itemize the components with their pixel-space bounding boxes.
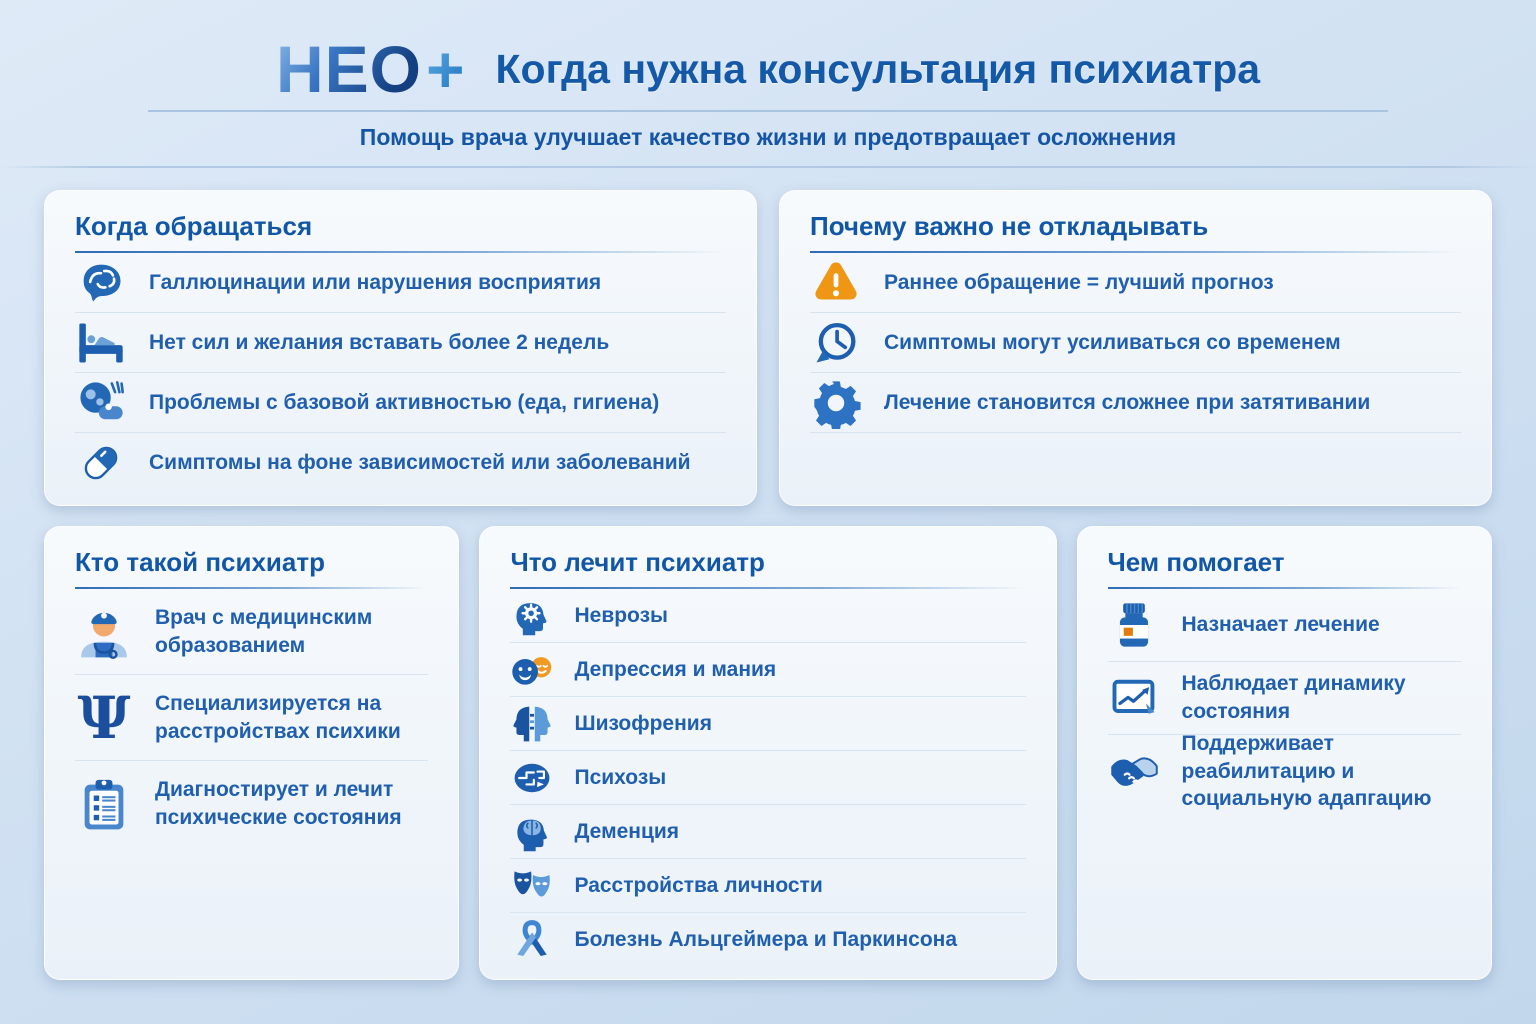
item-label: Болезнь Альцгеймера и Паркинсона [574, 928, 958, 952]
list-item [810, 313, 1461, 373]
card-how-helps [1077, 526, 1492, 980]
list-item [1108, 662, 1461, 735]
top-row [44, 190, 1492, 506]
handshake-icon [1108, 746, 1160, 798]
content [0, 168, 1536, 980]
list-item [510, 859, 1025, 913]
doctor-icon [75, 603, 133, 661]
split-head-icon [510, 702, 554, 746]
item-label: Диагностирует и лечит психические состояния [155, 778, 402, 829]
plus-icon: + [425, 32, 466, 106]
page-title: Когда нужна консультация психиатра [495, 45, 1261, 92]
item-label: Нет сил и желания вставать более 2 недель [149, 330, 610, 354]
dementia-head-icon [510, 810, 554, 854]
item-label: Лечение становится сложнее при затятивании [884, 390, 1371, 414]
list-item [510, 643, 1025, 697]
neo-plus-logo [275, 32, 466, 106]
item-label: Специализируется на расстройствах психики [155, 691, 401, 743]
card-title: Почему важно не откладывать [810, 211, 1209, 241]
list-item [75, 433, 726, 493]
list-item [510, 913, 1025, 967]
item-label: Поддерживает реабилитацию и социальную адапгацию [1181, 731, 1432, 811]
item-label: Раннее обращение = лучший прогноз [884, 270, 1274, 294]
bed-icon [75, 317, 127, 369]
item-label: Наблюдает динамику состояния [1181, 672, 1406, 723]
card-who-is-psychiatrist [44, 526, 459, 980]
list-item [510, 751, 1025, 805]
card-title: Чем помогает [1107, 547, 1285, 577]
subtitle: Помощь врача улучшает качество жизни и предотвращает осложнения [359, 124, 1177, 150]
psi-icon: Ψ [77, 683, 131, 752]
medicine-bottle-icon [1108, 599, 1160, 651]
chart-icon [1108, 672, 1160, 724]
item-label: Шизофрения [574, 711, 712, 735]
logo-text: НЕО [275, 32, 422, 106]
list-item [75, 675, 428, 761]
subtitle-band [148, 110, 1388, 151]
item-label: Неврозы [574, 603, 668, 627]
ribbon-icon [510, 918, 554, 962]
list-item [810, 253, 1461, 313]
card-title: Когда обращаться [75, 211, 313, 241]
list-item [510, 589, 1025, 643]
bottom-row [44, 526, 1492, 980]
list-item [75, 589, 428, 675]
card-title: Что лечит психиатр [510, 547, 765, 577]
card-title: Кто такой психиатр [75, 547, 325, 577]
list-item [510, 805, 1025, 859]
gear-icon [810, 377, 862, 429]
card-why-not-delay [779, 190, 1492, 506]
food-icon [75, 377, 127, 429]
list-item [75, 761, 428, 847]
item-label: Психозы [574, 765, 667, 789]
list-item [75, 313, 726, 373]
card-what-treats [479, 526, 1056, 980]
clipboard-icon [75, 775, 133, 833]
item-label: Галлюцинации или нарушения восприятия [149, 270, 602, 294]
masks-icon [510, 864, 554, 908]
item-label: Врач с медицинским образованием [155, 605, 373, 657]
item-label: Назначает лечение [1181, 613, 1380, 637]
item-label: Расстройства личности [574, 873, 823, 897]
item-label: Проблемы с базовой активностью (еда, гигиена) [149, 390, 660, 414]
pill-icon [75, 437, 127, 489]
psychosis-brain-icon [510, 756, 554, 800]
list-item [1108, 589, 1461, 662]
list-item [1108, 731, 1461, 811]
head-gear-icon [510, 594, 554, 638]
clock-icon [810, 317, 862, 369]
item-label: Депрессия и мания [574, 657, 777, 681]
faces-icon [510, 648, 554, 692]
list-item [75, 253, 726, 313]
list-item [510, 697, 1025, 751]
item-label: Симптомы на фоне зависимостей или заболеваний [149, 451, 691, 475]
item-label: Симптомы могут усиливаться со временем [884, 330, 1341, 354]
list-item [75, 373, 726, 433]
item-label: Деменция [574, 819, 680, 843]
card-when-to-seek [44, 190, 757, 506]
header [0, 0, 1536, 106]
list-item [810, 373, 1461, 433]
warning-icon [810, 257, 862, 309]
brain-icon [75, 257, 127, 309]
